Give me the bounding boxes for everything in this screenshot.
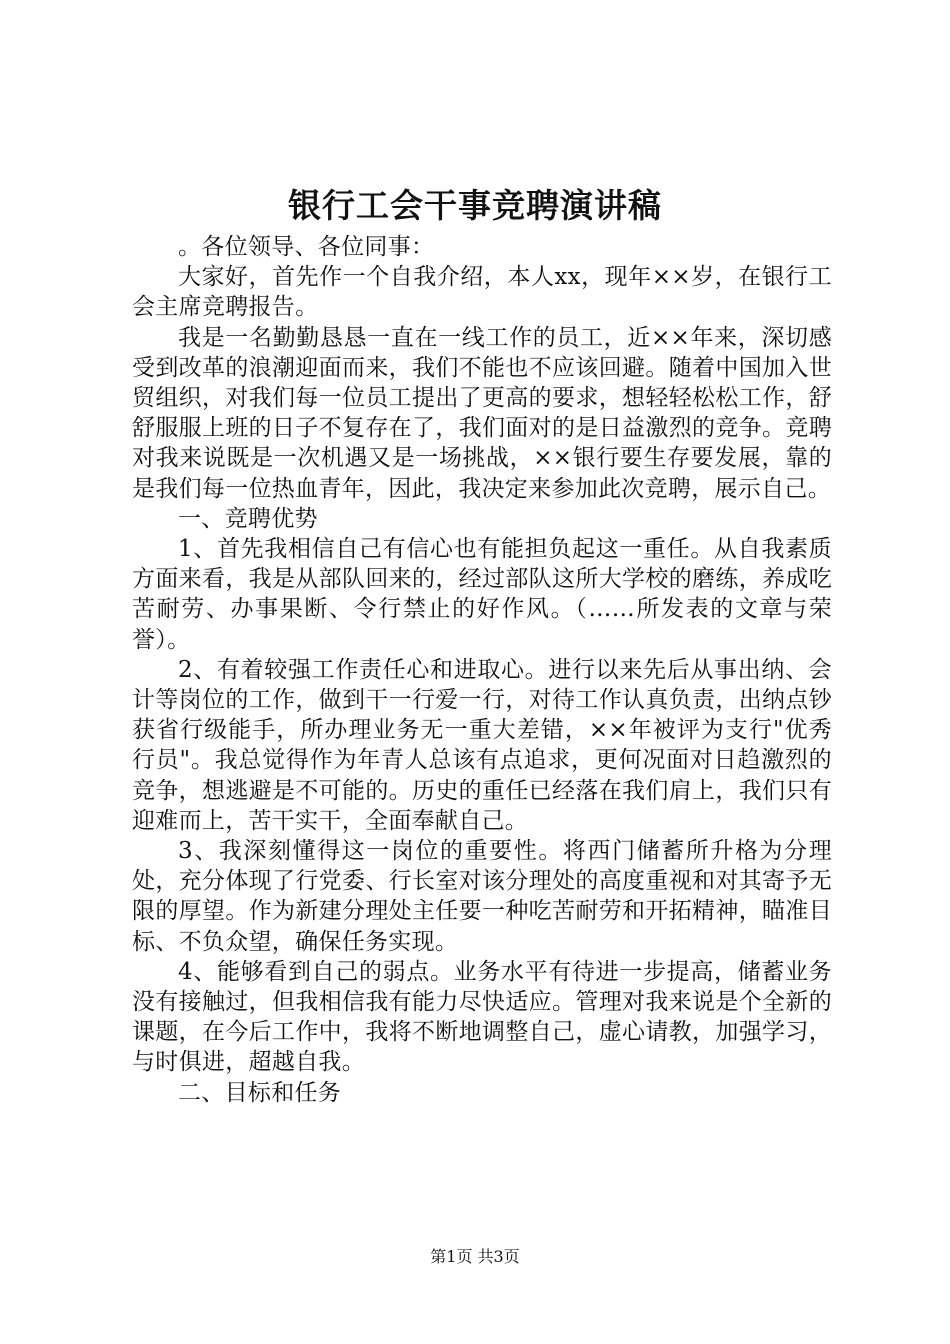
document-title: 银行工会干事竞聘演讲稿 [288,186,662,225]
paragraph-advantage-4: 4、能够看到自己的弱点。业务水平有待进一步提高，储蓄业务没有接触过，但我相信我有能力尽快适应。管理对我来说是个全新的课题，在今后工作中，我将不断地调整自己，虚心请教，加强学习，与时俱进，超越自我。 [132,958,832,1076]
paragraph-motivation: 我是一名勤勤恳恳一直在一线工作的员工，近××年来，深切感受到改革的浪潮迎面而来，我们不能也不应该回避。随着中国加入世贸组织，对我们每一位员工提出了更高的要求，想轻轻松松工作，舒舒服服上班的日子不复存在了，我们面对的是日益激烈的竞争。竞聘对我来说既是一次机遇又是一场挑战，××银行要生存要发展，靠的是我们每一位热血青年，因此，我决定来参加此次竞聘，展示自己。 [132,324,832,502]
document-body [132,232,832,1108]
section-heading-advantages: 一、竞聘优势 [178,505,318,532]
paragraph-advantage-1: 1、首先我相信自己有信心也有能担负起这一重任。从自我素质方面来看，我是从部队回来的，经过部队这所大学校的磨练，养成吃苦耐劳、办事果断、令行禁止的好作风。（……所发表的文章与荣誉）。 [132,536,832,653]
paragraph-greeting: 。各位领导、各位同事： [178,234,435,260]
paragraph-advantage-3: 3、我深刻懂得这一岗位的重要性。将西门储蓄所升格为分理处，充分体现了行党委、行长室对该分理处的高度重视和对其寄予无限的厚望。作为新建分理处主任要一种吃苦耐劳和开拓精神，瞄准目标、不负众望，确保任务实现。 [132,838,832,955]
paragraph-advantage-2: 2、有着较强工作责任心和进取心。进行以来先后从事出纳、会计等岗位的工作，做到干一行爱一行，对待工作认真负责，出纳点钞获省行级能手，所办理业务无一重大差错，××年被评为支行"优秀行员"。我总觉得作为年青人总该有点追求，更何况面对日趋激烈的竞争，想逃避是不可能的。历史的重任已经落在我们肩上，我们只有迎难而上，苦干实干，全面奉献自己。 [132,656,832,834]
section-heading-goals: 二、目标和任务 [178,1079,342,1106]
page-number-footer: 第1页 共3页 [430,1247,520,1266]
paragraph-intro: 大家好，首先作一个自我介绍，本人xx，现年××岁，在银行工会主席竞聘报告。 [132,264,832,321]
